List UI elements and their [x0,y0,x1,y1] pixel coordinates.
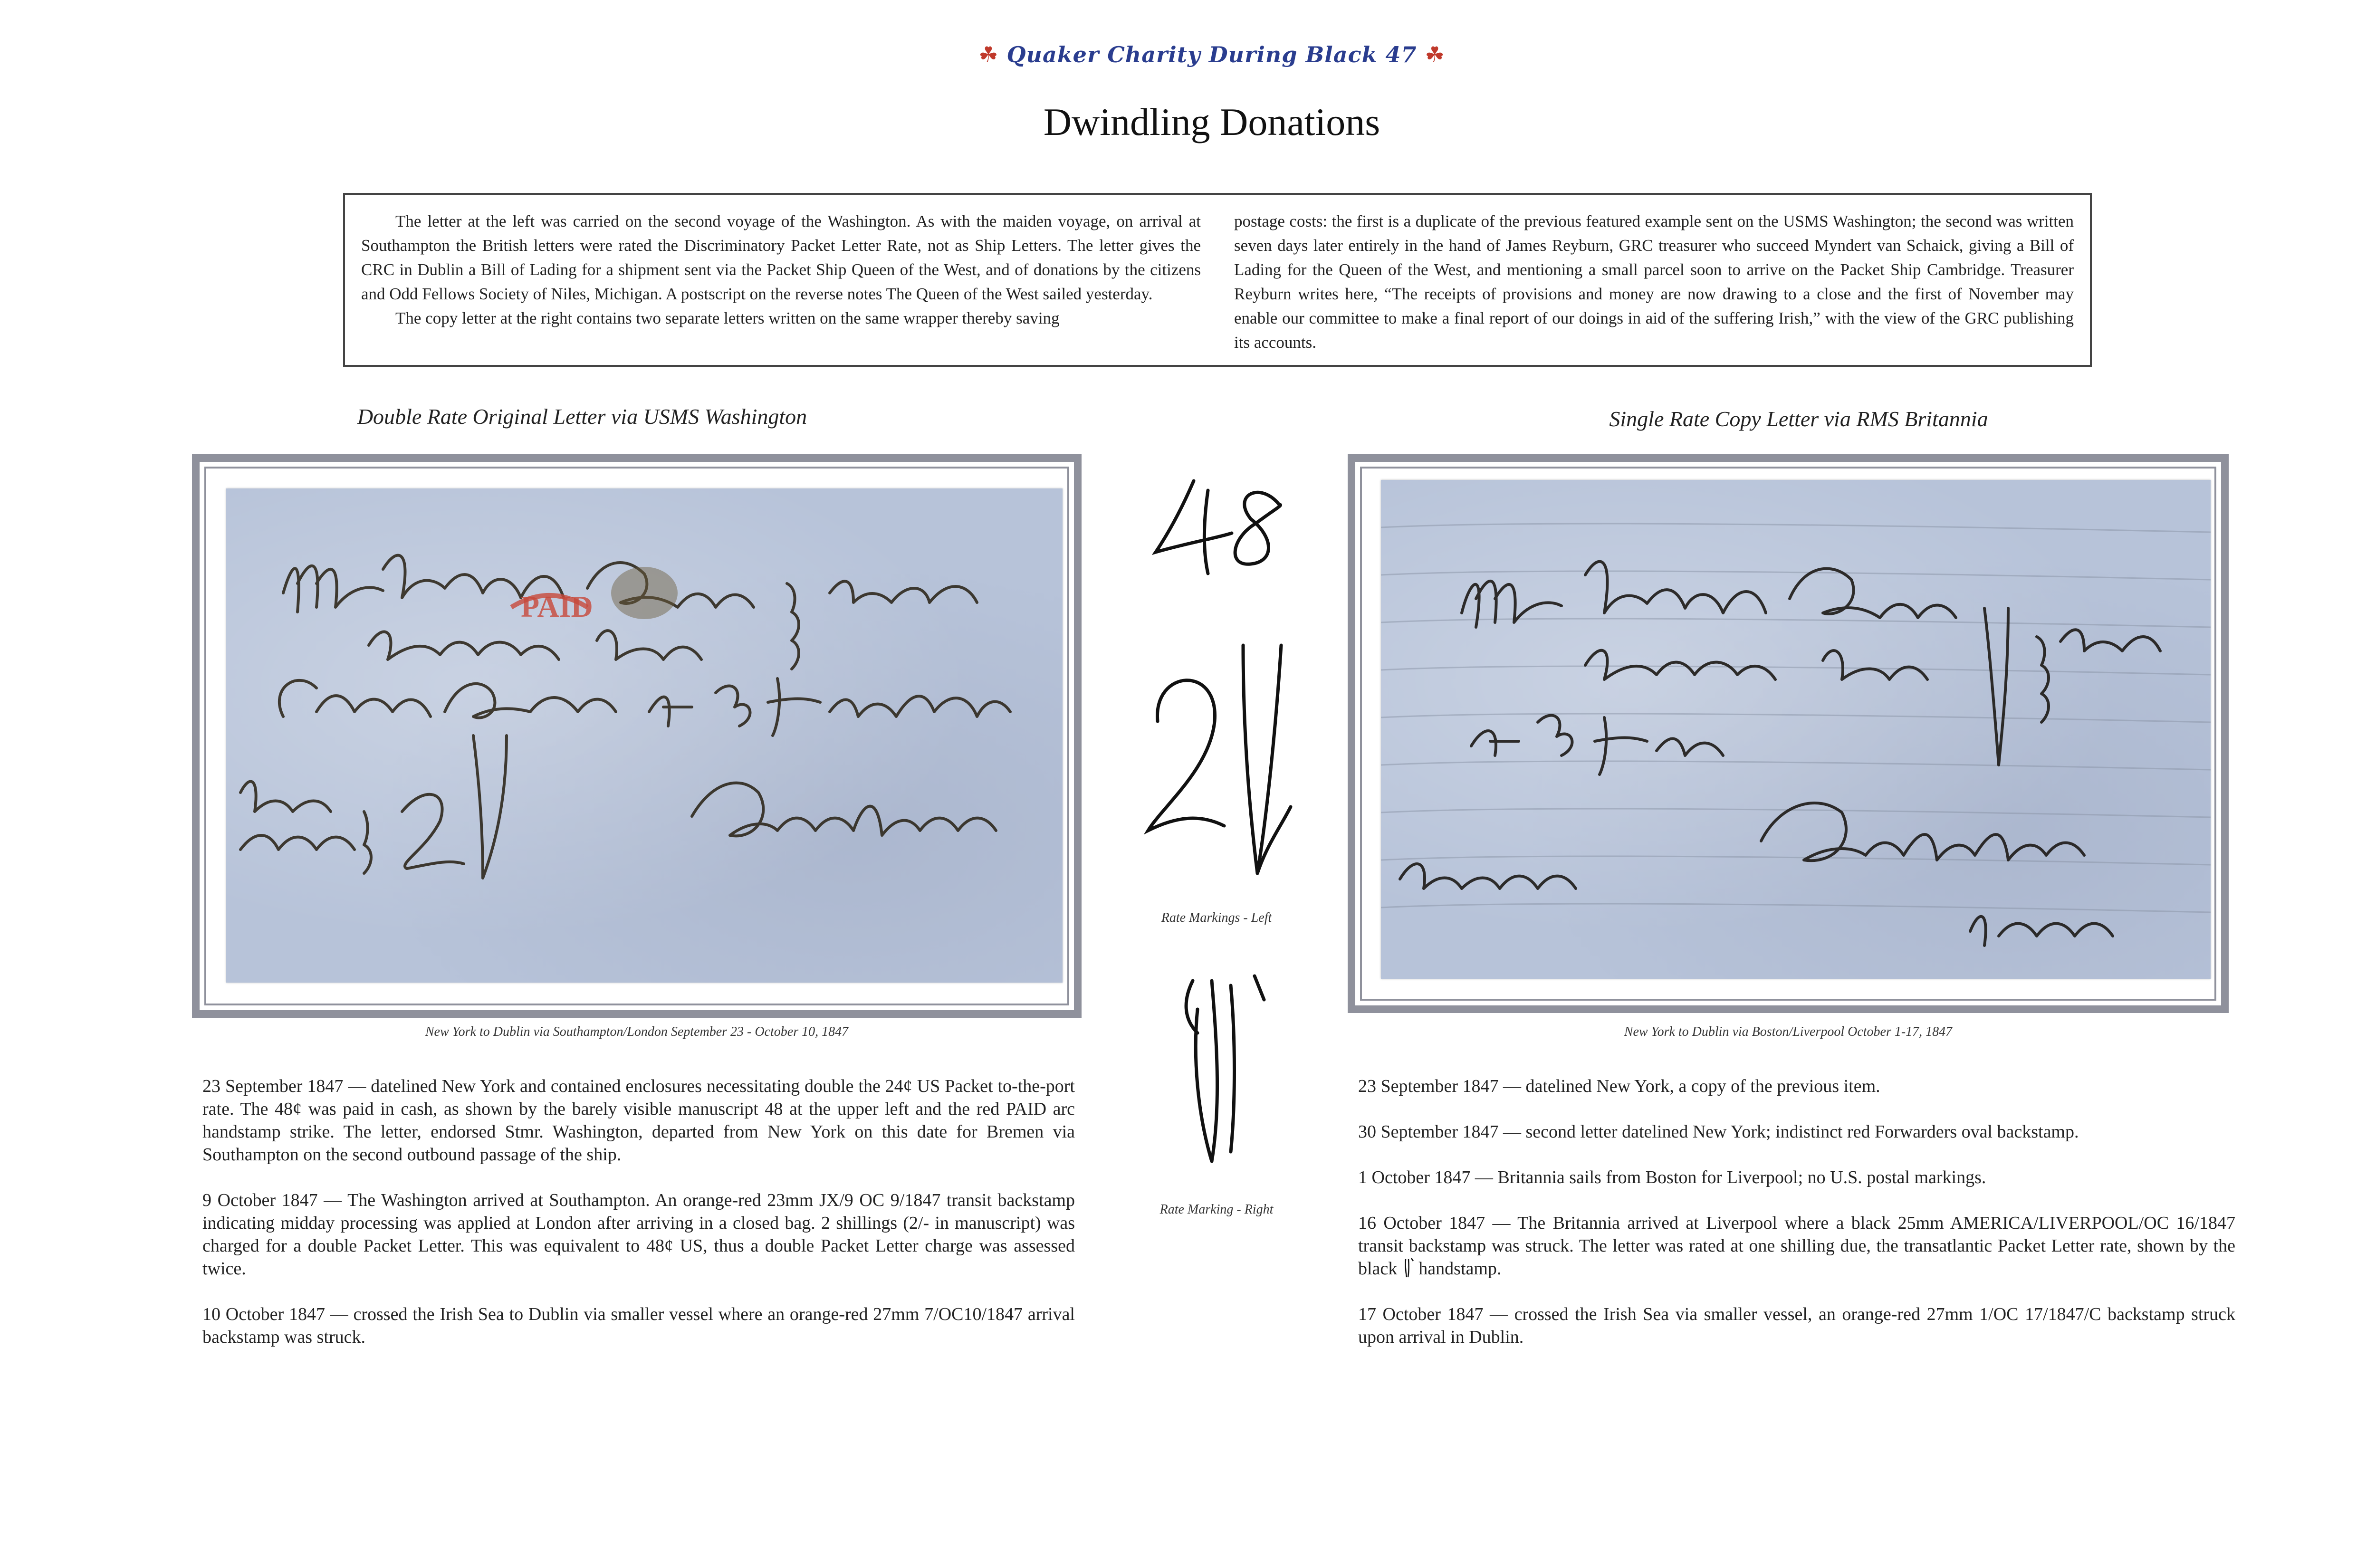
one-shilling-mark-icon [1402,1257,1414,1278]
right-letter-description [1358,1075,2235,1371]
intro-column-right [1234,209,2074,354]
manuscript-48-image [1137,462,1293,581]
intro-paragraph: The copy letter at the right contains two separate letters written on the same wrapper thereby saving [395,309,1060,327]
celtic-knot-icon: ☘ [1425,42,1445,67]
manuscript-address-right [1381,480,2211,979]
description-paragraph: 30 September 1847 — second letter datelined New York; indistinct red Forwarders oval backstamp. [1358,1122,2079,1142]
series-title [0,42,2376,67]
description-paragraph [1358,1212,2235,1280]
right-letter-image [1381,480,2211,979]
left-letter-caption: New York to Dublin via Southampton/London September 23 - October 10, 1847 [425,1024,849,1039]
description-text: 16 October 1847 — The Britannia arrived at Liverpool where a black 25mm AMERICA/LIVERPOOL/OC 16/1847 transit backstamp was struck. The letter was rated at one shilling due, the transatlantic Packet Letter rate, shown by the black [1358,1213,2235,1279]
rate-marking-2-shillings [1134,626,1293,883]
rate-marking-48 [1137,462,1293,581]
series-title-text: Quaker Charity During Black 47 [1006,42,1417,67]
manuscript-address-left [226,488,1063,983]
rate-marking-1-shilling [1159,962,1274,1171]
right-letter-heading: Single Rate Copy Letter via RMS Britannia [1609,407,1988,431]
manuscript-1s-image [1159,962,1274,1171]
left-letter-heading: Double Rate Original Letter via USMS Washington [357,404,807,429]
intro-paragraph: postage costs: the first is a duplicate of the previous featured example sent on the USMS Washington; the second was written seven days later entirely in the hand of James Reyburn, GRC treasurer who succeed Myndert van Schaick, giving a Bill of Lading for the Queen of the West, and mentioning a small parcel soon to arrive on the Packet Ship Cambridge. Treasurer Reyburn writes here, “The receipts of provisions and money are now drawing to a close and the first of November may enable our committee to make a final report of our doings in aid of the suffering Irish,” with the view of the GRC publishing its accounts. [1234,212,2074,352]
description-paragraph: 1 October 1847 — Britannia sails from Boston for Liverpool; no U.S. postal markings. [1358,1167,1986,1187]
left-letter-frame [192,454,1082,1018]
intro-column-left [361,209,1201,354]
right-letter-caption: New York to Dublin via Boston/Liverpool October 1-17, 1847 [1624,1024,1953,1039]
description-paragraph: 23 September 1847 — datelined New York and contained enclosures necessitating double the 24¢ US Packet to-the-port rate. The 48¢ was paid in cash, as shown by the barely visible manuscript 48 at the upper left and the red PAID arc handstamp strike. The letter, endorsed Stmr. Washington, departed from New York on this date for Bremen via Southampton on the second outbound passage of the ship. [202,1076,1075,1165]
description-paragraph: 10 October 1847 — crossed the Irish Sea to Dublin via smaller vessel where an orange-red 27mm 7/OC10/1847 arrival backstamp was struck. [202,1304,1075,1347]
right-letter-frame [1348,454,2229,1013]
description-text: handstamp. [1418,1259,1502,1279]
intro-box [343,193,2092,367]
left-letter-description [202,1075,1075,1371]
description-paragraph: 9 October 1847 — The Washington arrived at Southampton. An orange-red 23mm JX/9 OC 9/1847 transit backstamp indicating midday processing was applied at London after arriving in a closed bag. 2 shillings (2/- in manuscript) was charged for a double Packet Letter. This was equivalent to 48¢ US, thus a double Packet Letter charge was assessed twice. [202,1190,1075,1279]
rate-markings-left-caption: Rate Markings - Left [1161,910,1272,925]
intro-paragraph: The letter at the left was carried on the second voyage of the Washington. As with the maiden voyage, on arrival at Southampton the British letters were rated the Discriminatory Packet Letter Rate, not as Ship Letters. The letter gives the CRC in Dublin a Bill of Lading for a shipment sent via the Packet Ship Queen of the West, and of donations by the citizens and Odd Fellows Society of Niles, Michigan. A postscript on the reverse notes The Queen of the West sailed yesterday. [361,212,1201,303]
page-title: Dwindling Donations [1043,100,1380,143]
rate-marking-right-caption: Rate Marking - Right [1159,1202,1274,1217]
left-letter-image [226,488,1063,983]
description-paragraph: 23 September 1847 — datelined New York, a copy of the previous item. [1358,1076,1880,1096]
manuscript-2s-image [1134,626,1293,883]
description-paragraph: 17 October 1847 — crossed the Irish Sea via smaller vessel, an orange-red 27mm 1/OC 17/1847/C backstamp struck upon arrival in Dublin. [1358,1304,2235,1347]
svg-text:PAID: PAID [521,590,593,623]
celtic-knot-icon: ☘ [978,42,999,67]
